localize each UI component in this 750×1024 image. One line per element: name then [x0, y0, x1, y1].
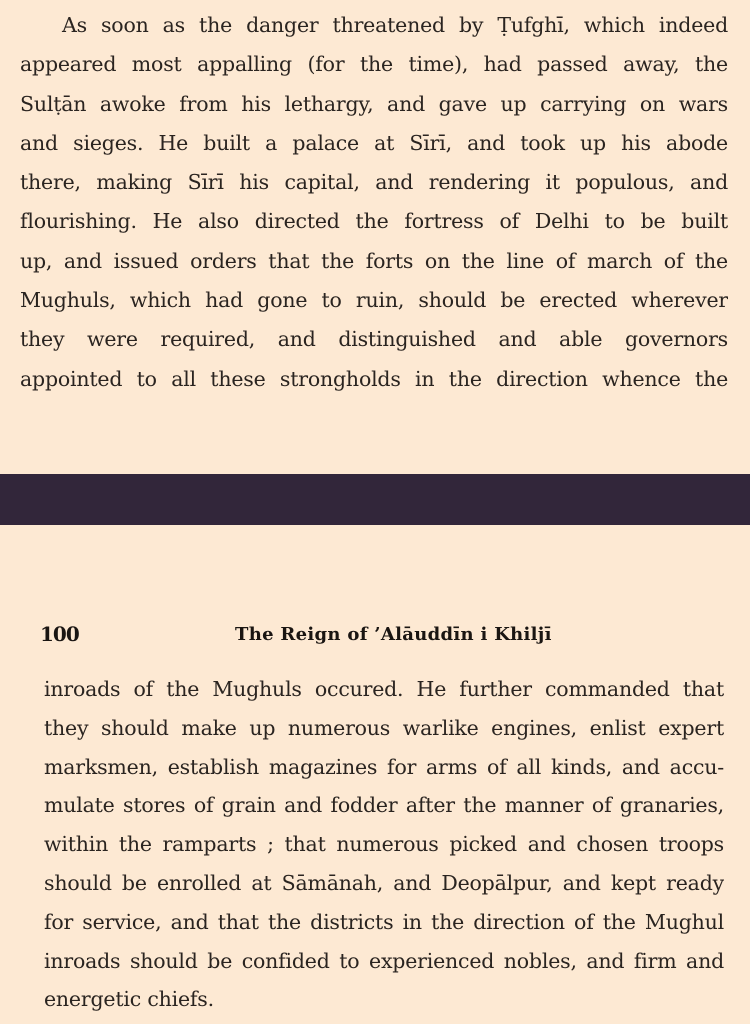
paragraph-line: As soon as the danger threatened by Ṭufghī, which indeed — [62, 13, 728, 37]
paragraph-line: for service, and that the districts in the direction of the Mughul — [44, 909, 724, 934]
paragraph-line: marksmen, establish magazines for arms of all kinds, and accu- — [44, 754, 724, 779]
paragraph-line: should be enrolled at Sāmānah, and Deopālpur, and kept ready — [44, 870, 724, 895]
paragraph-line: energetic chiefs. — [44, 987, 214, 1012]
paragraph-line: mulate stores of grain and fodder after the manner of granaries, — [44, 793, 724, 818]
bottom-page-paragraph — [44, 670, 724, 1019]
top-page-paragraph — [20, 6, 728, 399]
paragraph-line: they were required, and distinguished and able governors — [20, 327, 728, 352]
paragraph-line: they should make up numerous warlike engines, enlist expert — [44, 715, 724, 740]
paragraph-line: appeared most appalling (for the time), had passed away, the — [20, 52, 728, 77]
paragraph-line: inroads should be confided to experienced nobles, and firm and — [44, 948, 724, 973]
paragraph-line: and sieges. He built a palace at Sīrī, and took up his abode — [20, 130, 728, 155]
running-title: The Reign of ’Alāuddīn i Khiljī — [235, 624, 552, 645]
paragraph-line: Mughuls, which had gone to ruin, should be erected wherever — [20, 288, 728, 313]
paragraph-line: appointed to all these strongholds in the direction whence the — [20, 366, 728, 391]
page-number: 100 — [40, 622, 79, 646]
paragraph-line: Sulṭān awoke from his lethargy, and gave up carrying on wars — [20, 91, 728, 116]
paragraph-line: up, and issued orders that the forts on the line of march of the — [20, 248, 728, 273]
page-divider-band — [0, 474, 750, 525]
running-header — [40, 622, 560, 652]
paragraph-line: flourishing. He also directed the fortress of Delhi to be built — [20, 209, 728, 234]
paragraph-line: within the ramparts ; that numerous picked and chosen troops — [44, 832, 724, 857]
paragraph-line: there, making Sīrī his capital, and rendering it populous, and — [20, 170, 728, 195]
paragraph-line: inroads of the Mughuls occured. He further commanded that — [44, 677, 724, 701]
